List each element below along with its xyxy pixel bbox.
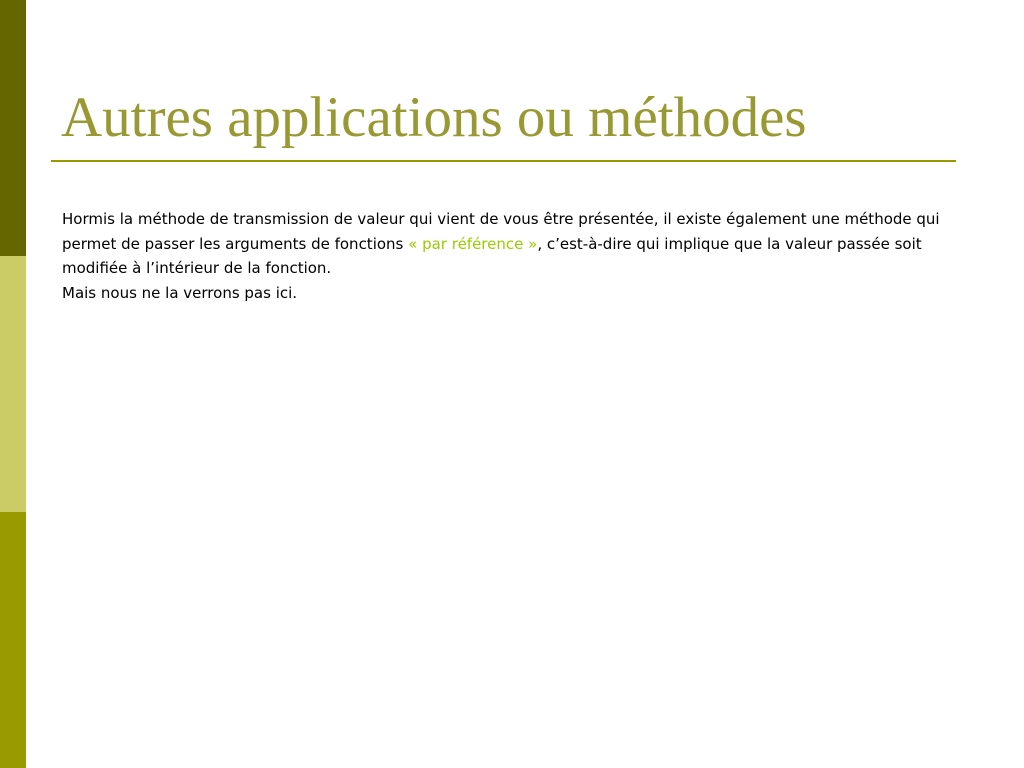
side-bar-middle-segment (0, 256, 26, 512)
slide-body (62, 207, 962, 305)
side-color-bar (0, 0, 26, 768)
paragraph-1-text-after: , c’est-à-dire qui implique que la valeur passée soit modifiée à l’intérieur de la fonction. (62, 234, 922, 277)
paragraph-1-text-before: Hormis la méthode de transmission de valeur qui vient de vous être présentée, il existe également une méthode qui permet de passer les arguments de fonctions (62, 210, 940, 253)
side-bar-top-segment (0, 0, 26, 256)
body-paragraph-2: Mais nous ne la verrons pas ici. (62, 283, 298, 302)
body-paragraph-1 (62, 207, 962, 281)
side-bar-bottom-segment (0, 512, 26, 768)
slide-title: Autres applications ou méthodes (61, 86, 807, 149)
par-reference-highlight: « par référence » (408, 234, 538, 253)
title-underline (51, 160, 956, 162)
